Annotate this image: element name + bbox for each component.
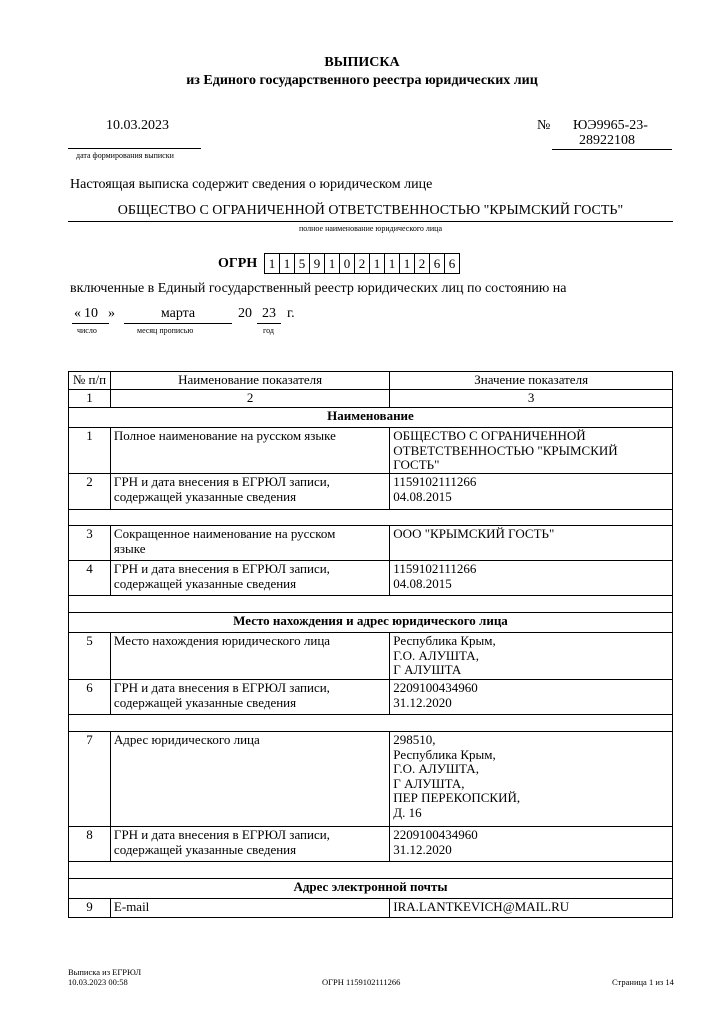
number-sign: № [537, 118, 551, 133]
year-century: 20 [238, 306, 252, 321]
year-caption: год [263, 326, 274, 335]
row-label: Адрес юридического лица [110, 732, 389, 827]
row-value: 2209100434960 31.12.2020 [390, 827, 673, 862]
day-underline [72, 323, 109, 324]
header-indicator-name: Наименование показателя [110, 372, 389, 390]
table-row [69, 561, 673, 596]
row-label: ГРН и дата внесения в ЕГРЮЛ записи, содержащей указанные сведения [110, 827, 389, 862]
month-underline [124, 323, 232, 324]
column-number: 2 [110, 390, 389, 408]
included-text: включенные в Единый государственный реестр юридических лиц по состоянию на [70, 281, 567, 296]
year-underline [257, 323, 281, 324]
ogrn-digit: 1 [399, 253, 415, 274]
date-underline [68, 148, 201, 149]
section-location-title: Место нахождения и адрес юридического лица [69, 613, 673, 633]
ogrn-digit: 5 [294, 253, 310, 274]
row-value: ООО "КРЫМСКИЙ ГОСТЬ" [390, 526, 673, 561]
footer-left [68, 967, 141, 987]
row-number: 1 [69, 428, 111, 474]
ogrn-digit: 0 [339, 253, 355, 274]
row-label: Место нахождения юридического лица [110, 633, 389, 680]
ogrn-digit: 6 [444, 253, 460, 274]
row-number: 6 [69, 680, 111, 715]
table-row [69, 428, 673, 474]
table-header-row [69, 372, 673, 390]
records-table [68, 371, 673, 918]
document-title: ВЫПИСКА [324, 55, 400, 70]
ogrn-digit: 9 [309, 253, 325, 274]
ogrn-digit: 2 [354, 253, 370, 274]
day-value: 10 [84, 306, 98, 321]
company-full-name: ОБЩЕСТВО С ОГРАНИЧЕННОЙ ОТВЕТСТВЕННОСТЬЮ "КРЫМСКИЙ ГОСТЬ" [117, 203, 624, 218]
row-number: 5 [69, 633, 111, 680]
spacer-row [69, 596, 673, 613]
row-label: ГРН и дата внесения в ЕГРЮЛ записи, содержащей указанные сведения [110, 680, 389, 715]
intro-text: Настоящая выписка содержит сведения о юридическом лице [70, 177, 433, 192]
row-label: Сокращенное наименование на русском языке [110, 526, 389, 561]
column-number: 3 [390, 390, 673, 408]
row-number: 7 [69, 732, 111, 827]
footer-doc-title: Выписка из ЕГРЮЛ [68, 967, 142, 977]
footer-datetime: 10.03.2023 00:58 [68, 977, 128, 987]
table-row [69, 526, 673, 561]
section-header-row [69, 613, 673, 633]
footer-page-number: Страница 1 из 14 [612, 977, 674, 987]
row-number: 2 [69, 474, 111, 510]
spacer-row [69, 510, 673, 526]
full-name-caption: полное наименование юридического лица [298, 224, 443, 233]
section-header-row [69, 879, 673, 899]
row-label: ГРН и дата внесения в ЕГРЮЛ записи, содержащей указанные сведения [110, 561, 389, 596]
year-value: 23 [262, 306, 276, 321]
table-row [69, 474, 673, 510]
section-header-row [69, 408, 673, 428]
column-number: 1 [69, 390, 111, 408]
section-email-title: Адрес электронной почты [69, 879, 673, 899]
spacer-row [69, 862, 673, 879]
row-number: 8 [69, 827, 111, 862]
ogrn-digit: 2 [414, 253, 430, 274]
header-number: № п/п [69, 372, 111, 390]
email-value: IRA.LANTKEVICH@MAIL.RU [390, 899, 673, 918]
column-number-row [69, 390, 673, 408]
table-row [69, 827, 673, 862]
document-subtitle: из Единого государственного реестра юридических лиц [186, 73, 538, 88]
row-number: 4 [69, 561, 111, 596]
day-quote-close: » [108, 306, 115, 321]
ogrn-label: ОГРН [218, 256, 258, 271]
date-caption: дата формирования выписки [76, 151, 174, 160]
table-row [69, 732, 673, 827]
row-value: ОБЩЕСТВО С ОГРАНИЧЕННОЙ ОТВЕТСТВЕННОСТЬЮ "КРЫМСКИЙ ГОСТЬ" [390, 428, 673, 474]
row-value: 1159102111266 04.08.2015 [390, 561, 673, 596]
extract-number-line2: 28922108 [579, 133, 635, 148]
ogrn-digit: 1 [279, 253, 295, 274]
header-indicator-value: Значение показателя [390, 372, 673, 390]
section-name-title: Наименование [69, 408, 673, 428]
table-row [69, 633, 673, 680]
row-number: 9 [69, 899, 111, 918]
row-value: 2209100434960 31.12.2020 [390, 680, 673, 715]
row-number: 3 [69, 526, 111, 561]
number-underline [552, 149, 672, 150]
day-caption: число [77, 326, 97, 335]
spacer-row [69, 715, 673, 732]
row-label: Полное наименование на русском языке [110, 428, 389, 474]
year-suffix: г. [287, 306, 295, 321]
ogrn-digit: 1 [384, 253, 400, 274]
row-label: E-mail [110, 899, 389, 918]
month-caption: месяц прописью [137, 326, 194, 335]
ogrn-digit: 1 [264, 253, 280, 274]
row-value: Республика Крым, Г.О. АЛУШТА, Г АЛУШТА [390, 633, 673, 680]
ogrn-digit: 1 [324, 253, 340, 274]
full-name-underline [68, 221, 673, 222]
row-value: 298510, Республика Крым, Г.О. АЛУШТА, Г АЛУШТА, ПЕР ПЕРЕКОПСКИЙ, Д. 16 [390, 732, 673, 827]
row-value: 1159102111266 04.08.2015 [390, 474, 673, 510]
extract-number-line1: ЮЭ9965-23- [573, 118, 648, 133]
ogrn-digit: 1 [369, 253, 385, 274]
ogrn-digit-boxes [265, 253, 460, 274]
table-row [69, 680, 673, 715]
day-quote-open: « [74, 306, 81, 321]
ogrn-digit: 6 [429, 253, 445, 274]
formation-date: 10.03.2023 [106, 118, 169, 133]
row-label: ГРН и дата внесения в ЕГРЮЛ записи, содержащей указанные сведения [110, 474, 389, 510]
table-row [69, 899, 673, 918]
month-value: марта [160, 306, 196, 321]
footer-ogrn: ОГРН 1159102111266 [322, 977, 401, 987]
